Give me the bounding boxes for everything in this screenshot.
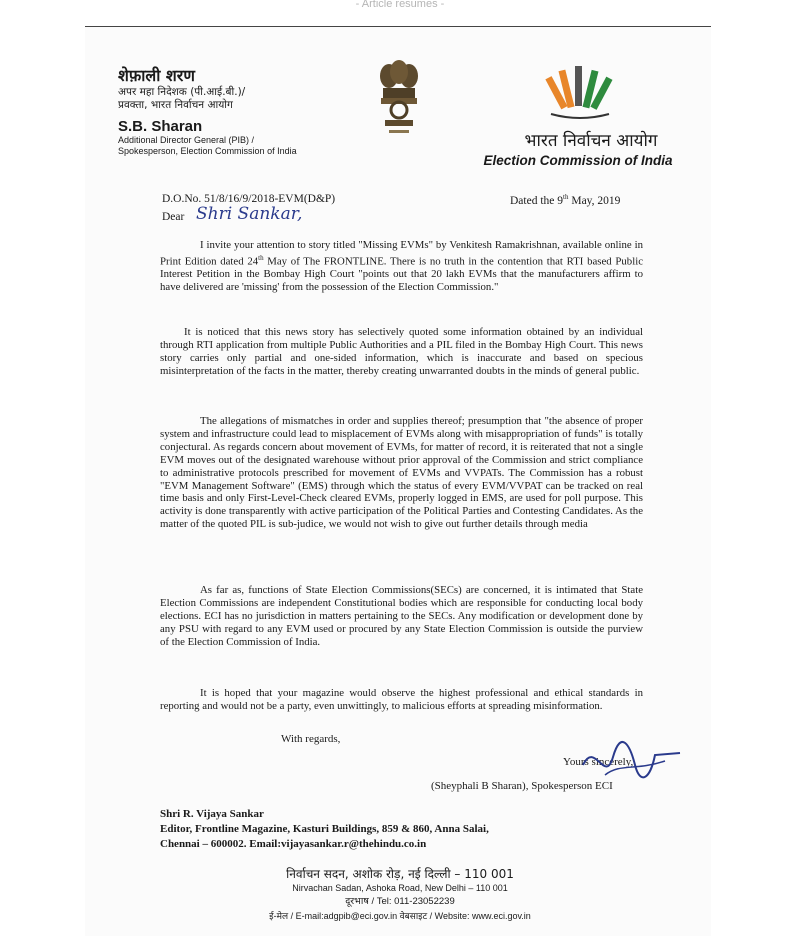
sender-hindi-title-2: प्रवक्ता, भारत निर्वाचन आयोग [118,99,233,111]
sender-english-name: S.B. Sharan [118,118,203,135]
national-emblem-icon [373,58,425,138]
yours-sincerely: Yours sincerely, [563,756,634,768]
closing: With regards, [281,733,341,745]
recipient-line-2: Editor, Frontline Magazine, Kasturi Buildings, 859 & 860, Anna Salai, [160,823,489,835]
sender-hindi-name: शेफ़ाली शरण [118,66,195,85]
paragraph-4: As far as, functions of State Election Commissions(SECs) are concerned, it is intimated that State Election Commissions are independent Constitutional bodies which are responsible for conducting local body elections. ECI has no jurisdiction in matters pertaining to the SECs. Any modification or development done by any PSU with regard to any EVM used or procured by any State Election Commission is outside the purview of the Election Commission of India. [160,584,643,648]
paragraph-5: It is hoped that your magazine would observe the highest professional and ethical standards in reporting and would not be a party, even unwittingly, to malicious efforts at spreading misinformation. [160,687,643,712]
signatory: (Sheyphali B Sharan), Spokesperson ECI [431,780,613,792]
sender-hindi-title-1: अपर महा निदेशक (पी.आई.बी.)/ [118,86,246,98]
paragraph-3: The allegations of mismatches in order and supplies thereof; presumption that "the absence of proper system and infrastructure could lead to misplacement of EVMs along with misappropriation of funds" is totally conjectural. As regards concern about movement of EVMs, for matter of record, it is reiterated that not a single EVM moves out of the designated warehouse without prior approval of the Commission and strict compliance to administrative protocols prescribed for movement of EVMs and VVPATs. The Commission has a robust "EVM Management Software" (EMS) through which the status of every EVM/VVPAT can be tracked on real time basis and only First-Level-Check cleared EVMs, properly logged in EMS, are used for poll purpose. This activity is done transparently with active participation of the Political Parties and Contesting Candidates. As the matter of the quoted PIL is sub-judice, we would not wish to give out further details through media [160,415,643,531]
recipient-address [160,807,489,852]
salutation: Dear [162,211,185,223]
handwritten-addressee: Shri Sankar, [196,204,303,224]
footer-hindi-address: निर्वाचन सदन, अशोक रोड़, नई दिल्ली – 110 001 [286,867,514,881]
sender-english-title-1: Additional Director General (PIB) / [118,135,255,145]
letterhead-footer [240,866,560,923]
eci-english-name: Election Commission of India [483,153,673,168]
eci-logo-icon [543,58,617,122]
footer-email-website: ई-मेल / E-mail:adgpib@eci.gov.in वेबसाइट / Website: www.eci.gov.in [269,911,531,921]
sender-block [118,64,338,157]
footer-english-address: Nirvachan Sadan, Ashoka Road, New Delhi – 110 001 [292,883,508,893]
letter-date: Dated the 9th May, 2019 [510,193,621,207]
recipient-line-3: Chennai – 600002. Email:vijayasankar.r@thehindu.co.in [160,838,427,850]
article-resumes-label: - Article resumes - [355,0,445,10]
sender-english-title-2: Spokesperson, Election Commission of India [118,146,297,156]
eci-hindi-name: भारत निर्वाचन आयोग [524,131,658,151]
footer-telephone: दूरभाष / Tel: 011-23052239 [345,896,455,907]
recipient-line-1: Shri R. Vijaya Sankar [160,808,264,820]
reference-number: D.O.No. 51/8/16/9/2018-EVM(D&P) [162,193,336,205]
paragraph-1: I invite your attention to story titled "Missing EVMs" by Venkitesh Ramakrishnan, available online in Print Edition dated 24th May of The FRONTLINE. There is no truth in the contention that RTI based Public Interest Petition in the Bombay High Court "points out that 20 lakh EVMs that the manufacturers affirm to have delivered are 'missing' from the possession of the Election Commission." [160,239,643,294]
paragraph-2: It is noticed that this news story has selectively quoted some information obtained by an individual through RTI application from multiple Public Authorities and a PIL filed in the Bombay High Court. This news story carries only partial and one-sided information, which is inaccurate and based on specious misinterpretation of the facts in the matter, thereby creating unwarranted doubts in the minds of general public. [160,326,643,377]
